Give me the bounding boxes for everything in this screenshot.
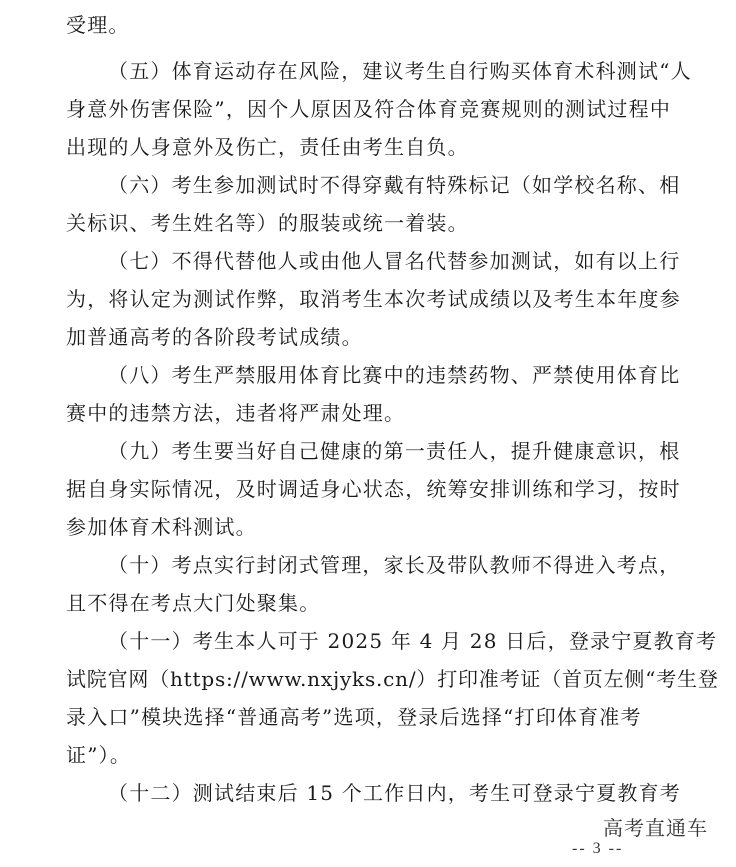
text-line: （十一）考生本人可于 2025 年 4 月 28 日后，登录宁夏教育考	[108, 629, 718, 653]
text-line: 出现的人身意外及伤亡，责任由考生自负。	[66, 135, 469, 159]
text-line: （十）考点实行封闭式管理，家长及带队教师不得进入考点，	[108, 553, 681, 577]
text-line: （九）考生要当好自己健康的第一责任人，提升健康意识，根	[108, 439, 681, 463]
text-line: 身意外伤害保险”，因个人原因及符合体育竞赛规则的测试过程中	[66, 97, 672, 121]
text-line: 证”）。	[66, 743, 132, 767]
text-line: 据自身实际情况，及时调适身心状态，统筹安排训练和学习，按时	[66, 477, 681, 501]
text-line: 且不得在考点大门处聚集。	[66, 591, 321, 615]
text-line: 受理。	[66, 13, 130, 37]
text-line: （十二）测试结束后 15 个工作日内，考生可登录宁夏教育考	[108, 781, 681, 805]
text-line: 赛中的违禁方法，违者将严肃处理。	[66, 401, 406, 425]
text-line: 试院官网（https://www.nxjyks.cn/）打印准考证（首页左侧“考生登	[66, 667, 719, 691]
text-line: （六）考生参加测试时不得穿戴有特殊标记（如学校名称、相	[108, 173, 681, 197]
text-line: 录入口”模块选择“普通高考”选项，登录后选择“打印体育准考	[66, 705, 642, 729]
text-line: 为，将认定为测试作弊，取消考生本次考试成绩以及考生本年度参	[66, 287, 681, 311]
watermark-text: 高考直通车	[603, 816, 708, 840]
text-line: 关标识、考生姓名等）的服装或统一着装。	[66, 211, 469, 235]
text-line: （五）体育运动存在风险，建议考生自行购买体育术科测试“人	[108, 59, 692, 83]
text-line: （八）考生严禁服用体育比赛中的违禁药物、严禁使用体育比	[108, 363, 681, 387]
page-number: -- 3 --	[572, 840, 624, 857]
text-line: （七）不得代替他人或由他人冒名代替参加测试，如有以上行	[108, 249, 681, 273]
text-line: 参加体育术科测试。	[66, 515, 257, 539]
text-line: 加普通高考的各阶段考试成绩。	[66, 325, 363, 349]
